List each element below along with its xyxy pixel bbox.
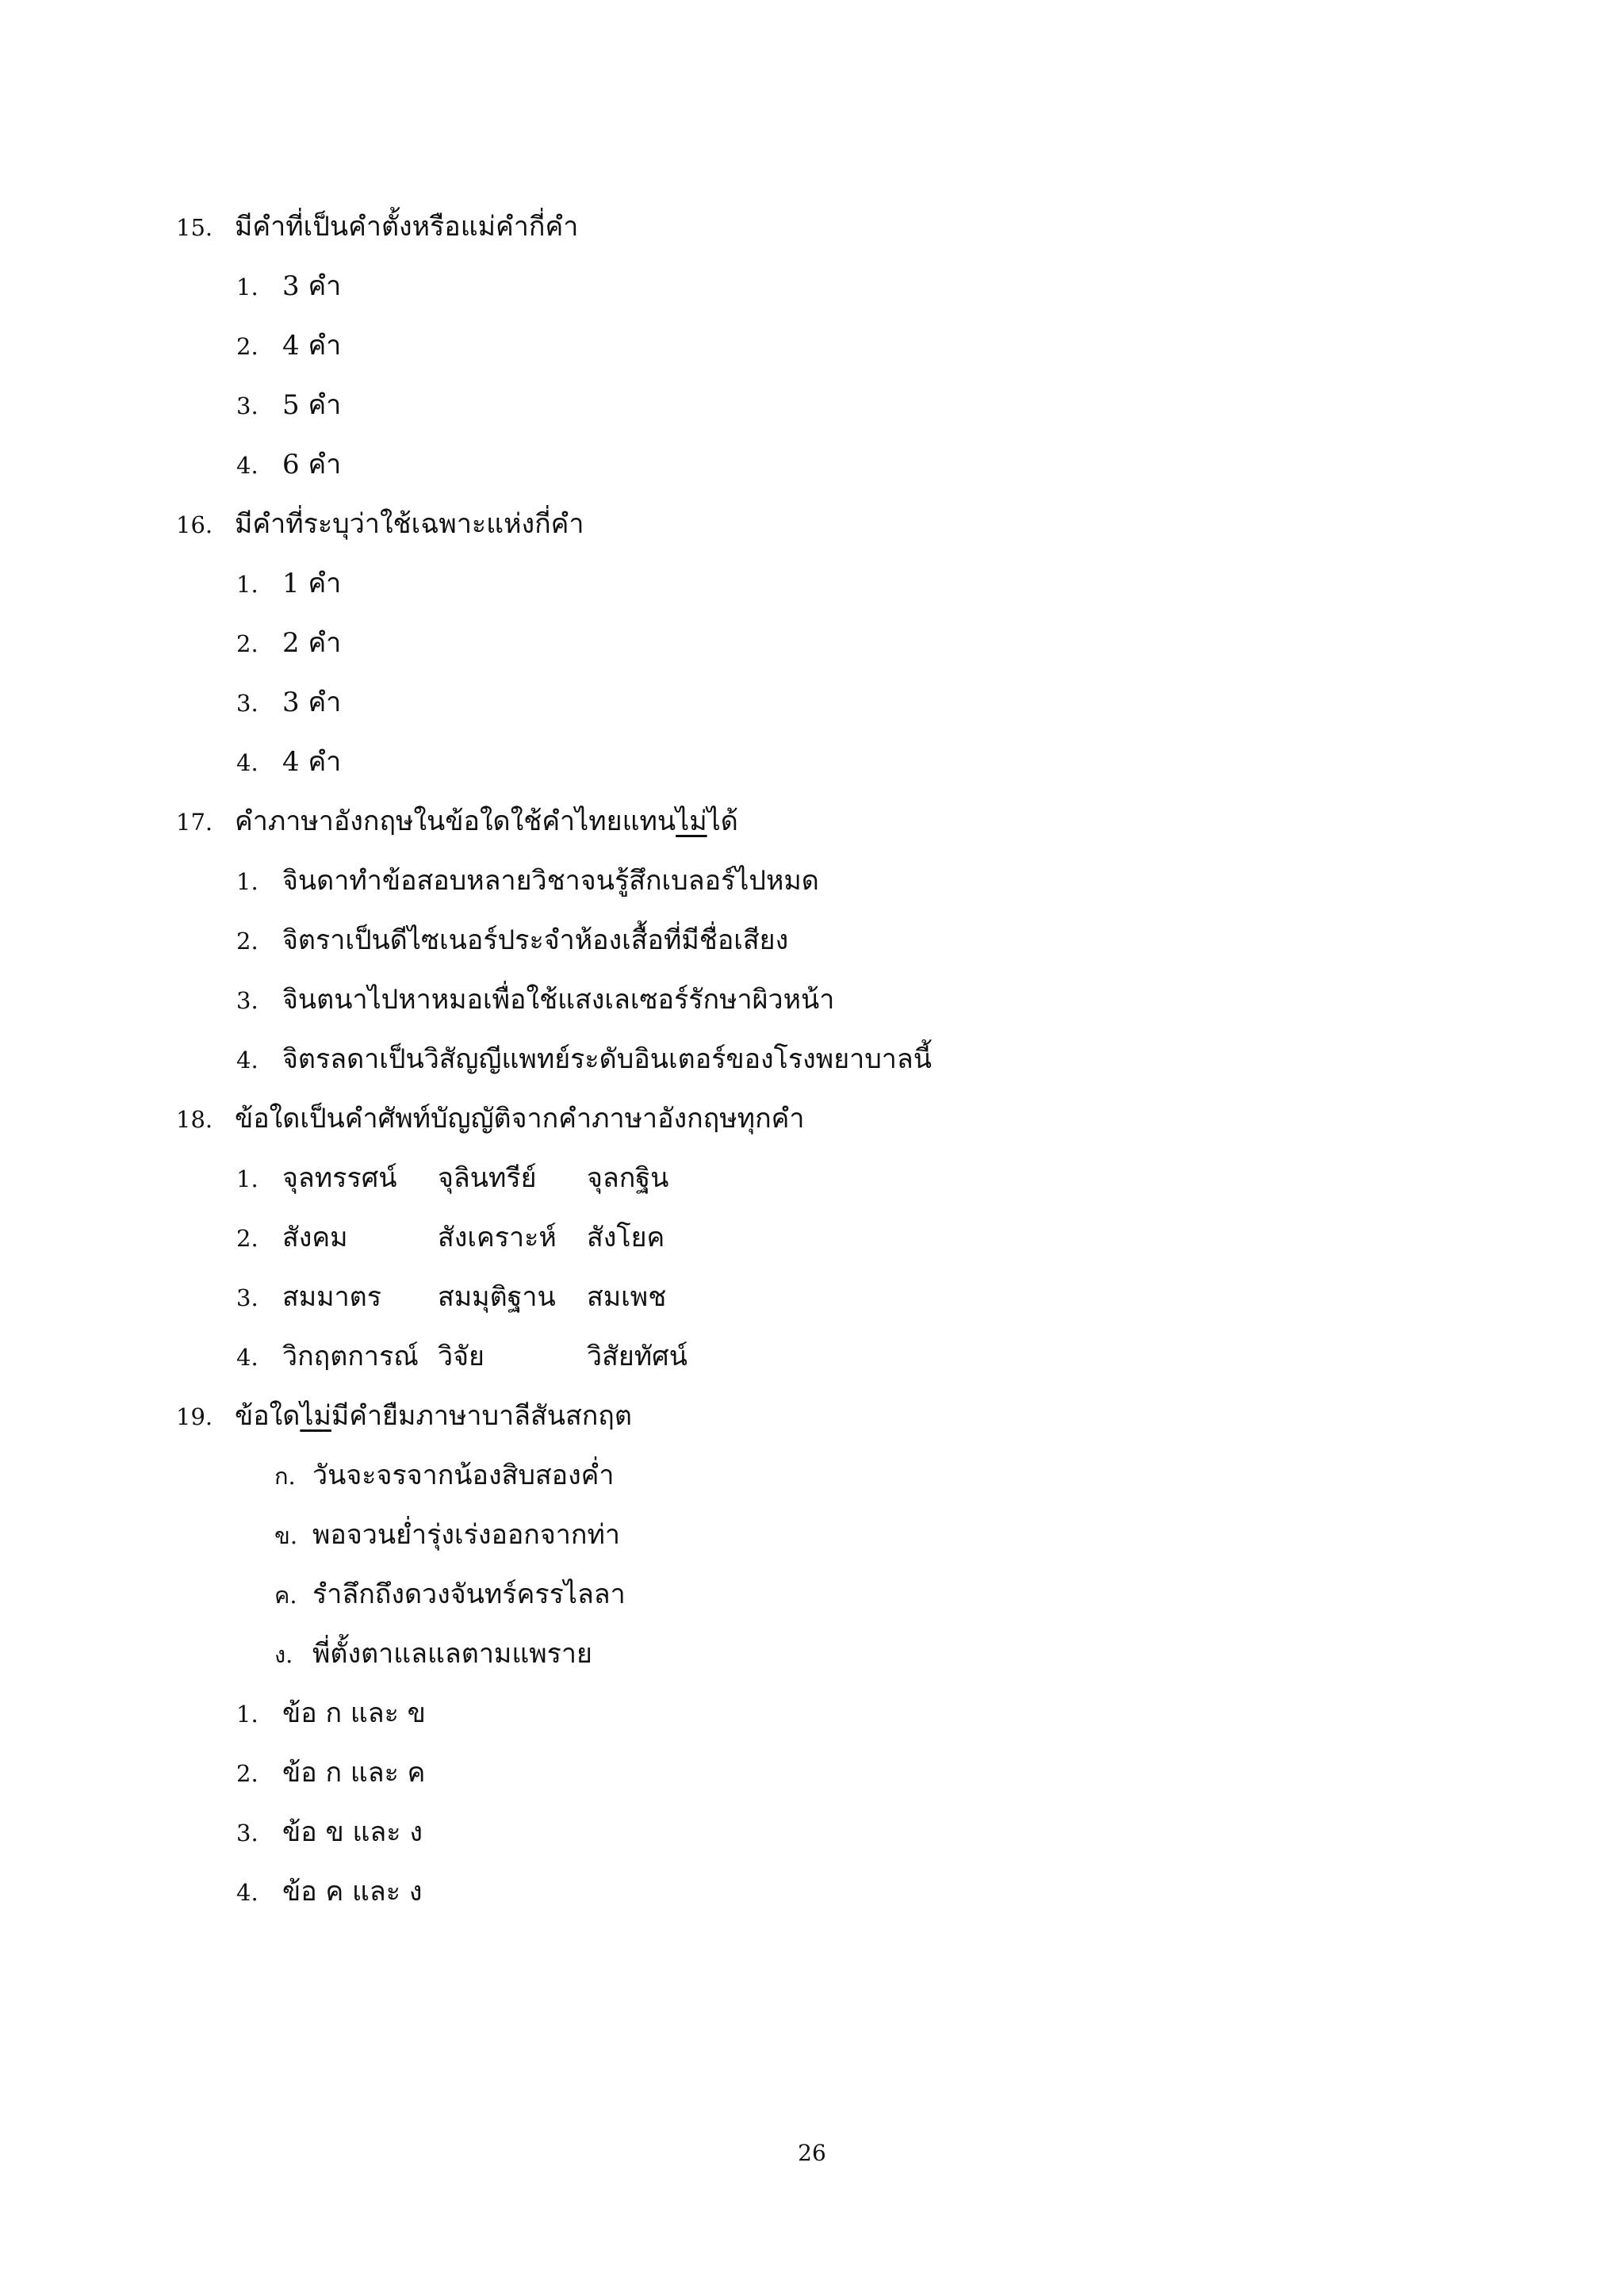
underlined-negation: ไม่	[300, 1400, 331, 1432]
option-16-2	[236, 627, 341, 660]
option-number: 2.	[236, 1760, 259, 1787]
option-text: 3 คำ	[282, 270, 342, 302]
option-number: 4.	[236, 452, 259, 479]
option-number: 3.	[236, 690, 259, 717]
option-word: สังคม	[282, 1222, 348, 1253]
question-number: 17.	[176, 809, 213, 836]
option-18-2	[236, 1222, 665, 1254]
option-word: วิจัย	[438, 1341, 485, 1372]
option-16-4	[236, 746, 341, 779]
option-16-1	[236, 568, 341, 600]
option-number: 3.	[236, 1820, 259, 1846]
question-number: 16.	[176, 511, 213, 538]
question-16	[176, 508, 584, 541]
verse-text: วันจะจรจากน้องสิบสองค่ำ	[312, 1460, 615, 1491]
option-text: ข้อ ก และ ข	[282, 1697, 426, 1729]
verse-label: ง.	[274, 1641, 293, 1668]
option-15-2	[236, 330, 341, 362]
option-number: 1.	[236, 1701, 259, 1728]
question-number: 19.	[176, 1403, 213, 1430]
underlined-negation: ไม่	[676, 806, 707, 837]
question-number: 15.	[176, 214, 213, 241]
option-text: 1 คำ	[282, 568, 342, 599]
option-word: จุลกฐิน	[587, 1162, 669, 1194]
verse-line-1	[274, 1460, 615, 1492]
option-word: สังเคราะห์	[438, 1222, 557, 1253]
option-text: จิตรลดาเป็นวิสัญญีแพทย์ระดับอินเตอร์ของโรงพยาบาลนี้	[282, 1043, 932, 1075]
option-19-2	[236, 1757, 425, 1789]
option-text: 2 คำ	[282, 627, 342, 659]
option-number: 2.	[236, 630, 259, 657]
option-number: 4.	[236, 749, 259, 776]
question-number: 18.	[176, 1106, 213, 1133]
option-17-4	[236, 1043, 932, 1076]
question-19	[176, 1400, 632, 1433]
option-text: 3 คำ	[282, 687, 342, 718]
option-number: 3.	[236, 987, 259, 1014]
option-word: สมเพช	[587, 1281, 667, 1313]
option-number: 1.	[236, 868, 259, 895]
option-19-4	[236, 1876, 422, 1908]
option-word: สมมาตร	[282, 1281, 382, 1313]
option-text: จินดาทำข้อสอบหลายวิชาจนรู้สึกเบลอร์ไปหมด	[282, 865, 819, 897]
question-text-end: มีคำยืมภาษาบาลีสันสกฤต	[331, 1400, 632, 1432]
option-word: จุลินทรีย์	[438, 1162, 537, 1194]
option-number: 1.	[236, 571, 259, 598]
option-17-3	[236, 984, 834, 1016]
option-number: 3.	[236, 392, 259, 419]
question-18	[176, 1103, 805, 1135]
question-text: ข้อใด	[235, 1400, 301, 1432]
option-text: ข้อ ค และ ง	[282, 1876, 423, 1908]
option-text: ข้อ ก และ ค	[282, 1757, 426, 1789]
option-text: 4 คำ	[282, 330, 342, 362]
question-text: มีคำที่เป็นคำตั้งหรือแม่คำกี่คำ	[235, 211, 579, 243]
option-text: ข้อ ข และ ง	[282, 1816, 423, 1848]
option-15-3	[236, 389, 341, 422]
option-number: 4.	[236, 1344, 259, 1371]
question-text: ข้อใดเป็นคำศัพท์บัญญัติจากคำภาษาอังกฤษทุกคำ	[235, 1103, 805, 1135]
option-word: วิกฤตการณ์	[282, 1341, 419, 1372]
option-number: 3.	[236, 1284, 259, 1311]
question-text: คำภาษาอังกฤษในข้อใดใช้คำไทยแทน	[235, 806, 676, 837]
option-18-4	[236, 1341, 688, 1373]
option-15-4	[236, 449, 341, 481]
option-number: 2.	[236, 333, 259, 360]
option-15-1	[236, 270, 341, 303]
option-number: 2.	[236, 928, 259, 955]
option-16-3	[236, 687, 341, 719]
verse-line-2	[274, 1519, 620, 1552]
verse-label: ค.	[274, 1582, 297, 1609]
option-word: สังโยค	[587, 1222, 665, 1253]
option-18-3	[236, 1281, 666, 1314]
question-text: มีคำที่ระบุว่าใช้เฉพาะแห่งกี่คำ	[235, 508, 584, 540]
option-word: จุลทรรศน์	[282, 1162, 397, 1194]
option-17-2	[236, 924, 788, 957]
option-word: วิสัยทัศน์	[587, 1341, 688, 1372]
option-text: จินตนาไปหาหมอเพื่อใช้แสงเลเซอร์รักษาผิวหน้า	[282, 984, 835, 1016]
option-18-1	[236, 1162, 668, 1195]
verse-label: ข.	[274, 1522, 298, 1549]
option-19-3	[236, 1816, 423, 1849]
option-number: 1.	[236, 1165, 259, 1192]
option-number: 4.	[236, 1879, 259, 1906]
question-15	[176, 211, 578, 243]
option-text: 5 คำ	[282, 389, 342, 421]
verse-line-4	[274, 1638, 592, 1670]
question-17	[176, 806, 738, 838]
verse-label: ก.	[274, 1463, 296, 1490]
option-19-1	[236, 1697, 426, 1730]
option-number: 4.	[236, 1047, 259, 1073]
verse-line-3	[274, 1578, 626, 1611]
verse-text: พอจวนย่ำรุ่งเร่งออกจากท่า	[312, 1519, 620, 1551]
option-text: จิตราเป็นดีไซเนอร์ประจำห้องเสื้อที่มีชื่อเสียง	[282, 924, 789, 956]
option-number: 2.	[236, 1225, 259, 1252]
option-word: สมมุติฐาน	[438, 1281, 556, 1313]
option-text: 6 คำ	[282, 449, 342, 480]
verse-text: รำลึกถึงดวงจันทร์ครรไลลา	[312, 1578, 626, 1610]
verse-text: พี่ตั้งตาแลแลตามแพราย	[312, 1638, 592, 1670]
question-text-end: ได้	[707, 806, 738, 837]
option-text: 4 คำ	[282, 746, 342, 778]
option-17-1	[236, 865, 819, 897]
page-number: 26	[798, 2140, 826, 2166]
option-number: 1.	[236, 274, 259, 300]
